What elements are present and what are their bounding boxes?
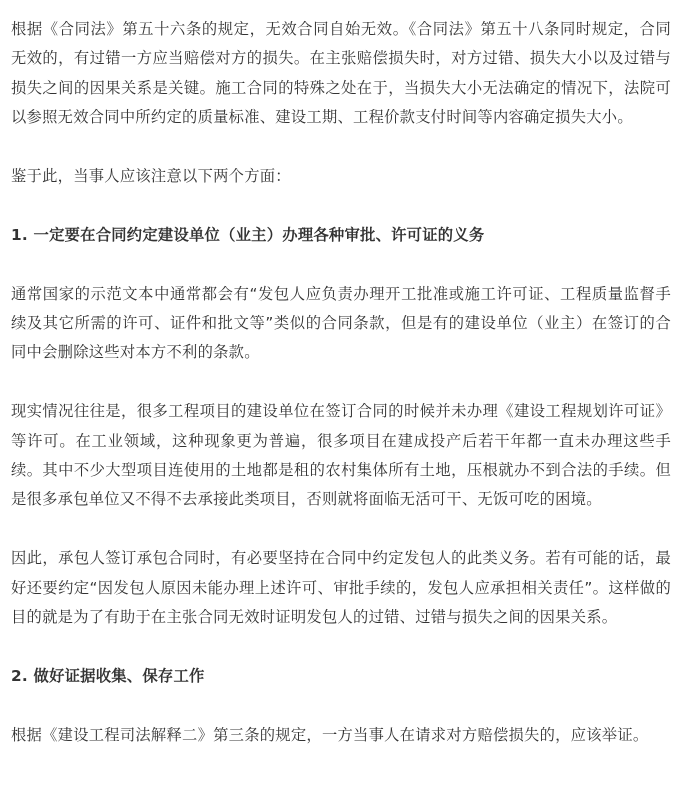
paragraph-contractor-advice: 因此，承包人签订承包合同时，有必要坚持在合同中约定发包人的此类义务。若有可能的话，最好还要约定“因发包人原因未能办理上述许可、审批手续的，发包人应承担相关责任”。这样做的目的就是为了有助于在主张合同无效时证明发包人的过错、过错与损失之间的因果关系。	[11, 549, 671, 627]
paragraph-model-contract-clauses: 通常国家的示范文本中通常都会有“发包人应负责办理开工批准或施工许可证、工程质量监督手续及其它所需的许可、证件和批文等”类似的合同条款，但是有的建设单位（业主）在签订的合同中会删除这些对本方不利的条款。	[11, 284, 671, 362]
paragraph-judicial-interpretation: 根据《建设工程司法解释二》第三条的规定，一方当事人在请求对方赔偿损失的，应该举证。	[11, 725, 649, 744]
paragraph-contract-law-invalidity: 根据《合同法》第五十六条的规定，无效合同自始无效。《合同法》第五十八条同时规定，合同无效的，有过错一方应当赔偿对方的损失。在主张赔偿损失时，对方过错、损失大小以及过错与损失之间的因果关系是关键。施工合同的特殊之处在于，当损失大小无法确定的情况下，法院可以参照无效合同中所约定的质量标准、建设工期、工程价款支付时间等内容确定损失大小。	[11, 20, 671, 127]
paragraph-reality-situation: 现实情况往往是，很多工程项目的建设单位在签订合同的时候并未办理《建设工程规划许可证》等许可。在工业领域，这种现象更为普遍，很多项目在建成投产后若干年都一直未办理这些手续。其中不少大型项目连使用的土地都是租的农村集体所有土地，压根就办不到合法的手续。但是很多承包单位又不得不去承接此类项目，否则就将面临无活可干、无饭可吃的困境。	[11, 402, 671, 509]
section-heading-evidence-collection: 2. 做好证据收集、保存工作	[11, 666, 205, 685]
article-body	[11, 15, 671, 779]
paragraph-attention-intro: 鉴于此，当事人应该注意以下两个方面：	[11, 167, 291, 186]
section-heading-permits-obligation: 1. 一定要在合同约定建设单位（业主）办理各种审批、许可证的义务	[11, 225, 485, 244]
